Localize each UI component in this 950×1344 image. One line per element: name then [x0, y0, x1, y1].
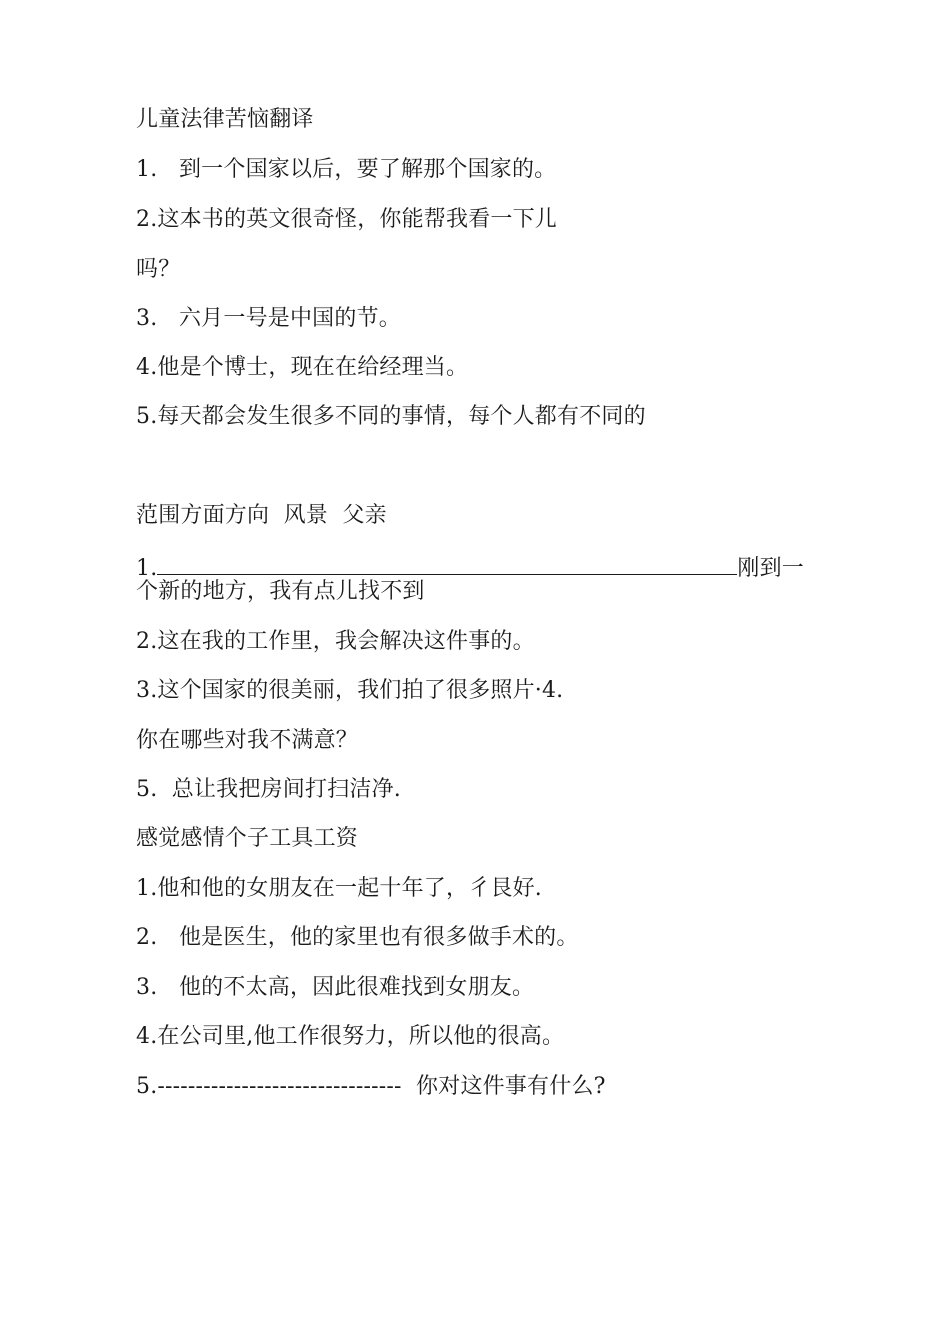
section2-item-1-number: 1.	[136, 556, 158, 581]
section3-item-3: 3. 他的不太高，因此很难找到女朋友。	[136, 975, 535, 1000]
section3-item-2: 2. 他是医生，他的家里也有很多做手术的。	[136, 925, 579, 950]
section2-item-1-text: 刚到一	[737, 556, 804, 581]
section1-item-4: 4.他是个博士，现在在给经理当。	[136, 355, 469, 380]
section2-item-2: 2.这在我的工作里，我会解决这件事的。	[136, 629, 535, 654]
section2-item-4: 你在哪些对我不满意？	[136, 728, 359, 753]
section3-title: 感觉感情个子工具工资	[136, 826, 359, 851]
section2-item-1-continued: 个新的地方，我有点儿找不到	[136, 579, 425, 604]
section2-title: 范围方面方向 风景 父亲	[136, 503, 387, 528]
section1-item-1: 1. 到一个国家以后，要了解那个国家的。	[136, 157, 557, 182]
section1-item-3: 3. 六月一号是中国的节。	[136, 306, 401, 331]
section3-item-1: 1.他和他的女朋友在一起十年了，彳艮好.	[136, 876, 542, 901]
section2-item-5: 5. 总让我把房间打扫洁净.	[136, 777, 401, 802]
section1-item-5: 5.每天都会发生很多不同的事情，每个人都有不同的	[136, 404, 646, 429]
section1-item-2-continued: 吗？	[136, 257, 181, 282]
section2-item-3: 3.这个国家的很美丽，我们拍了很多照片·4.	[136, 678, 564, 703]
section3-item-4: 4.在公司里,他工作很努力，所以他的很高。	[136, 1024, 565, 1049]
section1-title: 儿童法律苦恼翻译	[136, 107, 314, 132]
fill-in-blank	[157, 552, 737, 575]
section1-item-2: 2.这本书的英文很奇怪，你能帮我看一下儿	[136, 207, 557, 232]
section3-item-5: 5.-------------------------------- 你对这件事有什么?	[136, 1074, 606, 1099]
